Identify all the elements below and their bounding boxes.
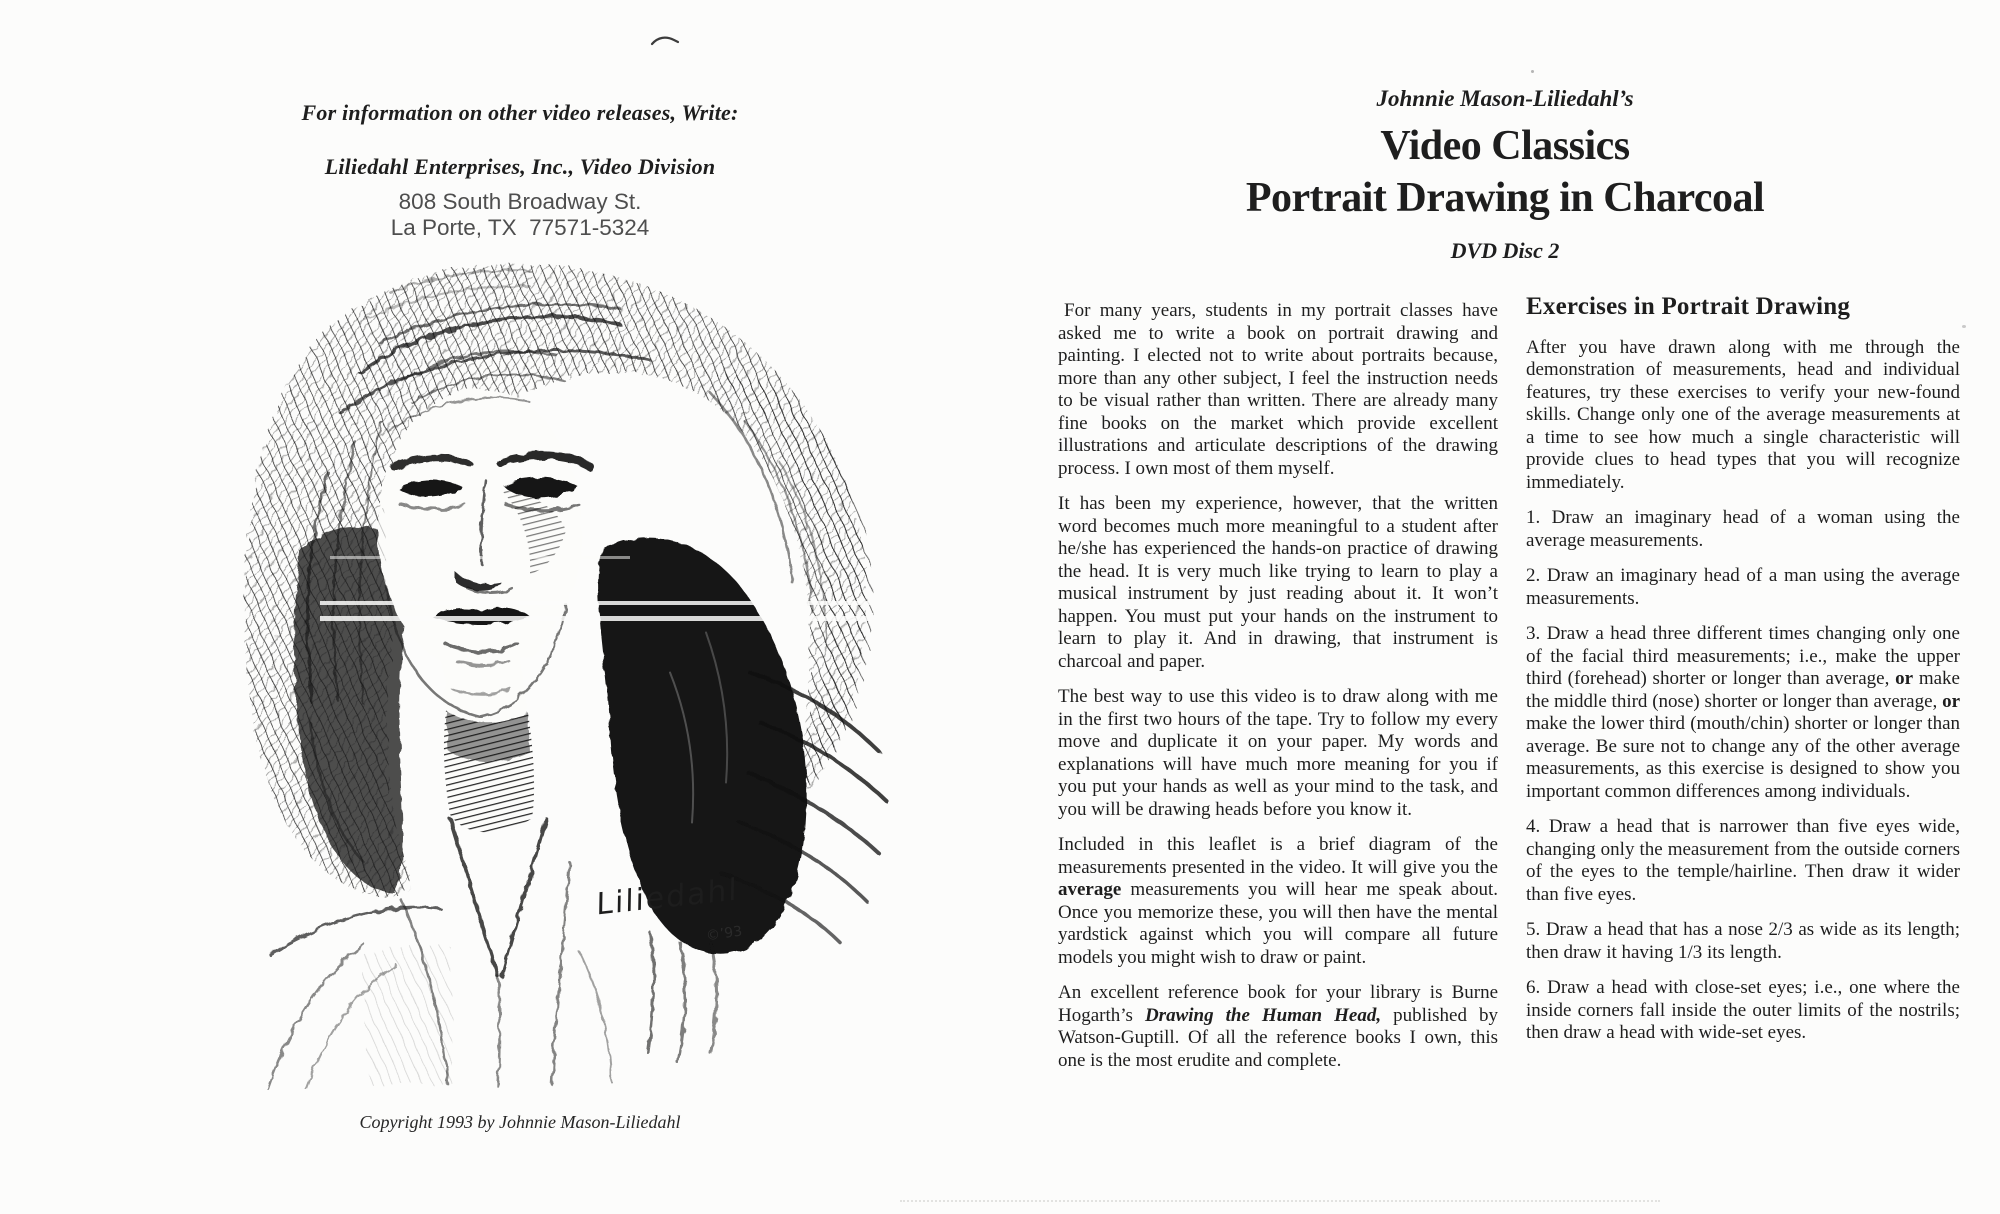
exercises-column — [1526, 294, 1960, 1058]
exercise-item: 6. Draw a head with close-set eyes; i.e., one where the inside corners fall inside the outer limits of the nostrils; then draw a head with wide-set eyes. — [1526, 977, 1960, 1043]
exercise-item: 1. Draw an imaginary head of a woman using the average measurements. — [1526, 507, 1960, 551]
publisher-info-block — [150, 100, 890, 241]
address-city: La Porte, TX 77571-5324 — [390, 215, 650, 240]
signature-year: ©’93 — [705, 923, 744, 945]
paragraph: It has been my experience, however, that the written word becomes much more meaningful to a student after he/she has experienced the hands-on practice of drawing the head. It is very much like trying to learn to play a musical instrument by just reading about it. It won’t happen. You must put your hands on the instrument to learn to play it. And in drawing, that instrument is charcoal and paper. — [1058, 493, 1498, 672]
signature-text: Liliedahl — [596, 872, 739, 923]
paragraph: An excellent reference book for your library is Burne Hogarth’s Drawing the Human Head, published by Watson-Guptill. Of all the reference books I own, this one is the most erudite and complete. — [1058, 982, 1498, 1071]
title-line-1: Video Classics — [1380, 123, 1630, 169]
intro-column — [1058, 300, 1498, 1085]
exercise-item: 4. Draw a head that is narrower than five eyes wide, changing only the measurement from the outside corners of the eyes to the temple/hairline. Then draw it wider than five eyes. — [1526, 816, 1960, 905]
info-line: For information on other video releases, Write: — [301, 100, 739, 125]
scan-artifact-dotted-row — [900, 1200, 1660, 1202]
charcoal-portrait-drawing — [150, 250, 910, 1090]
paragraph: Included in this leaflet is a brief diagram of the measurements presented in the video. It will give you the average measurements you will hear me speak about. Once you memorize these, you will then have the mental yardstick against which you will compare all future models you might wish to draw or paint. — [1058, 834, 1498, 968]
scan-artifact-streak — [320, 601, 880, 605]
scan-artifact-dot — [1962, 325, 1966, 328]
exercises-intro: After you have drawn along with me through the demonstration of measurements, head and individual features, try these exercises to verify your new-found skills. Change only one of the average measurements at a time to see how much a single characteristic will provide clues to head types that you will recognize immediately. — [1526, 336, 1960, 493]
byline: Johnnie Mason-Liliedahl’s — [1376, 86, 1634, 111]
paragraph: The best way to use this video is to draw along with me in the first two hours of the tape. Try to follow my every move and duplicate it on your paper. My words and explanations will have much more meaning for you if you put your hands as well as your mind to the task, and you will be drawing heads before you know it. — [1058, 686, 1498, 820]
disc-subtitle: DVD Disc 2 — [1450, 238, 1560, 263]
scan-artifact-streak — [330, 556, 630, 559]
copyright-line: Copyright 1993 by Johnnie Mason-Liliedahl — [359, 1112, 681, 1132]
exercise-item: 2. Draw an imaginary head of a man using the average measurements. — [1526, 565, 1960, 609]
scan-artifact-streak — [320, 616, 900, 621]
exercises-heading: Exercises in Portrait Drawing — [1526, 293, 1851, 320]
title-line-2: Portrait Drawing in Charcoal — [1245, 175, 1765, 221]
address-street: 808 South Broadway St. — [398, 189, 642, 214]
exercise-item: 3. Draw a head three different times changing only one of the facial third measurements; i.e., make the upper third (forehead) shorter or longer than average, or make the middle third (nose) shorter or longer than average, or make the lower third (mouth/chin) shorter or longer than average. Be sure not to change any of the other average measurements, as this exercise is designed to show you important common differences among individuals. — [1526, 623, 1960, 802]
scan-artifact-squiggle — [650, 34, 684, 48]
masthead — [1030, 86, 1980, 264]
scan-artifact-dot — [1531, 70, 1534, 73]
paragraph: For many years, students in my portrait classes have asked me to write a book on portrait drawing and painting. I elected not to write about portraits because, more than any other subject, I feel the instruction needs to be visual rather than written. There are already many fine books on the market which provide excellent illustrations and articulate descriptions of the drawing process. I own most of them myself. — [1058, 300, 1498, 479]
company-name: Liliedahl Enterprises, Inc., Video Division — [324, 154, 716, 179]
exercise-item: 5. Draw a head that has a nose 2/3 as wide as its length; then draw it having 1/3 its length. — [1526, 919, 1960, 963]
